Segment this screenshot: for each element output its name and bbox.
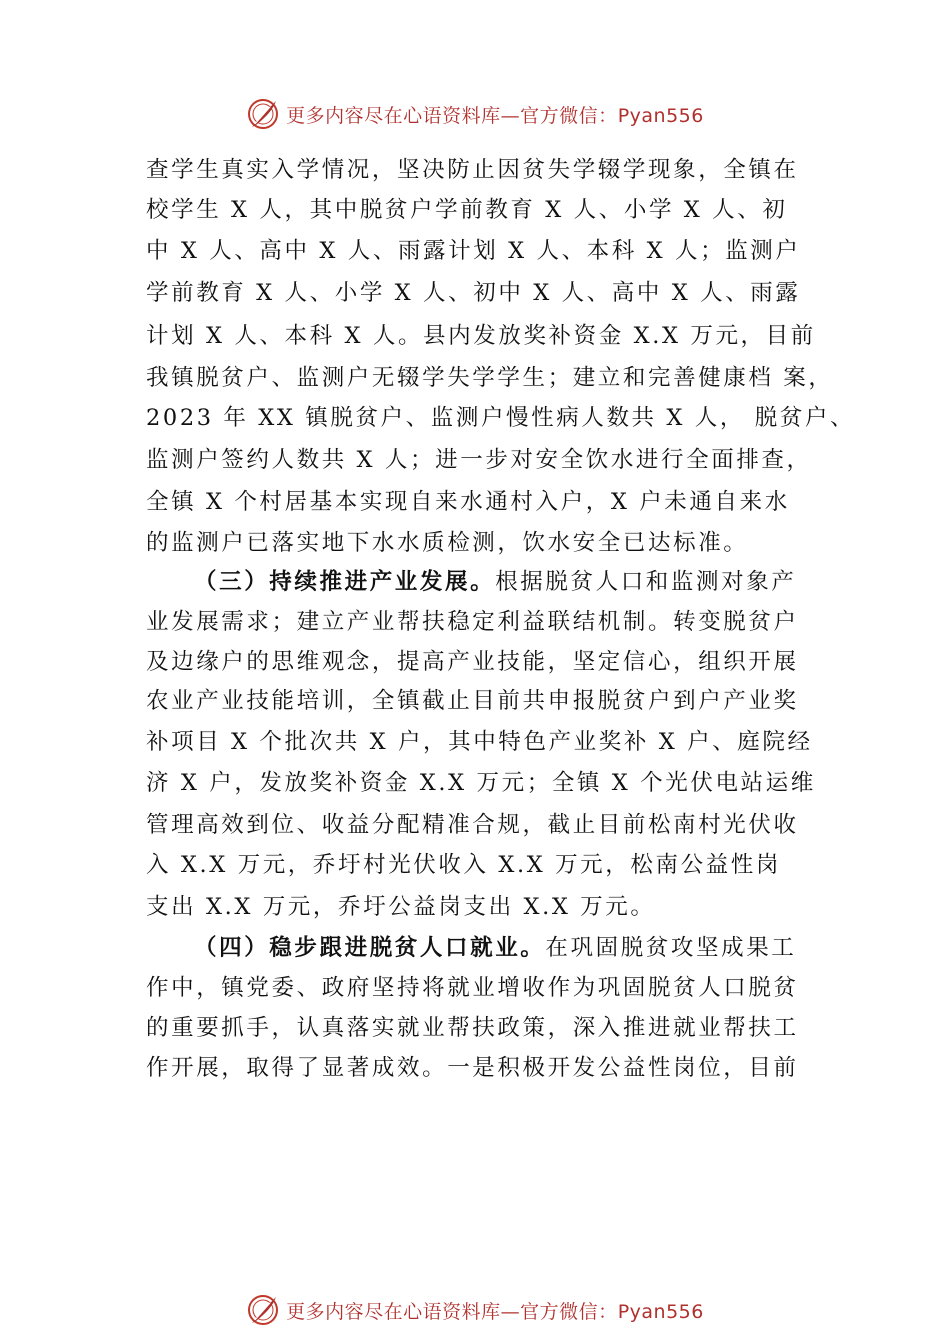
watermark-main: 更多内容尽在心语资料库 [286, 104, 501, 127]
text-line: 学前教育 X 人、小学 X 人、初中 X 人、高中 X 人、雨露 [146, 280, 801, 306]
text-line: 入 X.X 万元，乔圩村光伏收入 X.X 万元，松南公益性岗 [146, 852, 781, 878]
section-heading-three: （三）持续推进产业发展。 [194, 569, 496, 595]
watermark-label: 官方微信： [520, 1300, 618, 1323]
text-line: 的监测户已落实地下水水质检测，饮水安全已达标准。 [146, 530, 749, 556]
text-line: 补项目 X 个批次共 X 户，其中特色产业奖补 X 户、庭院经 [146, 729, 813, 755]
watermark-label: 官方微信： [520, 104, 618, 127]
text-line: 支出 X.X 万元，乔圩公益岗支出 X.X 万元。 [146, 894, 656, 920]
text-line: 2023 年 XX 镇脱贫户、监测户慢性病人数共 X 人， 脱贫户、 [146, 405, 856, 431]
paragraph-text: 根据脱贫人口和监测对象产 [495, 569, 797, 595]
watermark-id: Pyan556 [617, 1300, 704, 1323]
watermark-text [286, 1297, 704, 1324]
paragraph-text: 在巩固脱贫攻坚成果工 [545, 935, 797, 961]
text-line: 济 X 户，发放奖补资金 X.X 万元；全镇 X 个光伏电站运维 [146, 770, 816, 796]
section-heading-four: （四）稳步跟进脱贫人口就业。 [194, 935, 546, 961]
watermark-dash: — [500, 1300, 521, 1323]
watermark-text [286, 101, 704, 128]
text-line: 校学生 X 人，其中脱贫户学前教育 X 人、小学 X 人、初 [146, 197, 788, 223]
header-watermark [0, 94, 950, 134]
text-line: 管理高效到位、收益分配精准合规，截止目前松南村光伏收 [146, 812, 799, 838]
text-line: 作中，镇党委、政府坚持将就业增收作为巩固脱贫人口脱贫 [146, 975, 799, 1001]
text-line: 全镇 X 个村居基本实现自来水通村入户，X 户未通自来水 [146, 489, 790, 515]
text-line: 农业产业技能培训，全镇截止目前共申报脱贫户到户产业奖 [146, 688, 799, 714]
text-line: 及边缘户的思维观念，提高产业技能，坚定信心，组织开展 [146, 649, 799, 675]
text-line: 作开展，取得了显著成效。一是积极开发公益性岗位，目前 [146, 1055, 799, 1081]
text-line: 查学生真实入学情况，坚决防止因贫失学辍学现象，全镇在 [146, 157, 799, 183]
watermark-id: Pyan556 [617, 104, 704, 127]
paragraph-first-line [194, 562, 796, 602]
quill-logo-icon [246, 97, 280, 131]
text-line: 的重要抓手，认真落实就业帮扶政策，深入推进就业帮扶工 [146, 1015, 799, 1041]
text-line: 监测户签约人数共 X 人；进一步对安全饮水进行全面排查， [146, 447, 812, 473]
quill-logo-icon [246, 1293, 280, 1327]
text-line: 中 X 人、高中 X 人、雨露计划 X 人、本科 X 人；监测户 [146, 238, 801, 264]
text-line: 业发展需求；建立产业帮扶稳定利益联结机制。转变脱贫户 [146, 609, 799, 635]
paragraph-first-line [194, 928, 796, 968]
text-line: 我镇脱贫户、监测户无辍学失学学生；建立和完善健康档 案， [146, 365, 834, 391]
footer-watermark [0, 1290, 950, 1330]
watermark-dash: — [500, 104, 521, 127]
text-line: 计划 X 人、本科 X 人。县内发放奖补资金 X.X 万元，目前 [146, 323, 816, 349]
watermark-main: 更多内容尽在心语资料库 [286, 1300, 501, 1323]
